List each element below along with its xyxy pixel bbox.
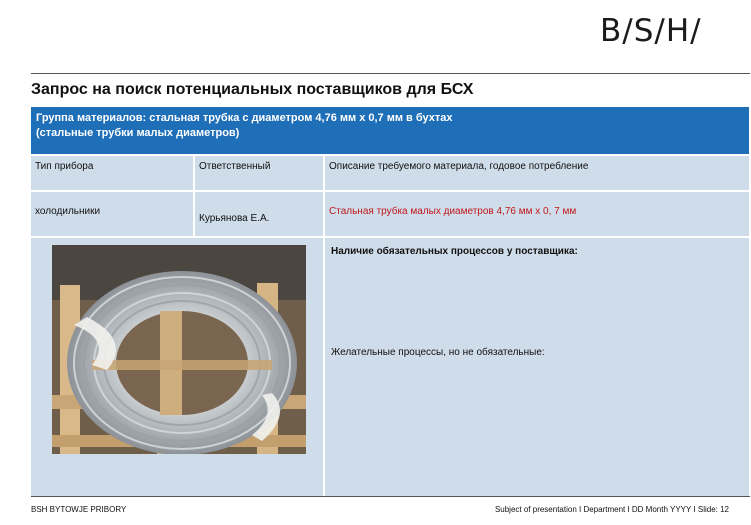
coil-illustration xyxy=(52,245,306,454)
material-group-bar xyxy=(31,107,749,154)
header-responsible: Ответственный xyxy=(195,156,323,190)
header-description: Описание требуемого материала, годовое потребление xyxy=(325,156,749,190)
material-group-line-2: (стальные трубки малых диаметров) xyxy=(36,127,240,139)
processes-panel xyxy=(325,238,749,496)
required-processes-label: Наличие обязательных процессов у поставщика: xyxy=(331,246,578,257)
footer-slide-info: Subject of presentation I Department I DD Month YYYY I Slide: 12 xyxy=(494,505,729,514)
page-title: Запрос на поиск потенциальных поставщиков для БСХ xyxy=(31,81,474,98)
cell-device-type: холодильники xyxy=(31,192,193,236)
photo-panel xyxy=(31,238,323,496)
footer-divider xyxy=(31,496,750,497)
header-device-type: Тип прибора xyxy=(31,156,193,190)
footer-company: BSH BYTOWJE PRIBORY xyxy=(31,505,127,514)
header-divider xyxy=(31,73,750,74)
request-table xyxy=(31,154,749,496)
material-group-line-1: Группа материалов: стальная трубка с диаметром 4,76 мм х 0,7 мм в бухтах xyxy=(36,112,453,124)
steel-tube-coil-photo xyxy=(52,245,306,454)
cell-description: Стальная трубка малых диаметров 4,76 мм х 0, 7 мм xyxy=(325,192,749,236)
cell-responsible: Курьянова Е.А. xyxy=(195,192,323,236)
bsh-logo: B/S/H/ xyxy=(600,13,702,49)
optional-processes-label: Желательные процессы, но не обязательные: xyxy=(331,347,545,358)
